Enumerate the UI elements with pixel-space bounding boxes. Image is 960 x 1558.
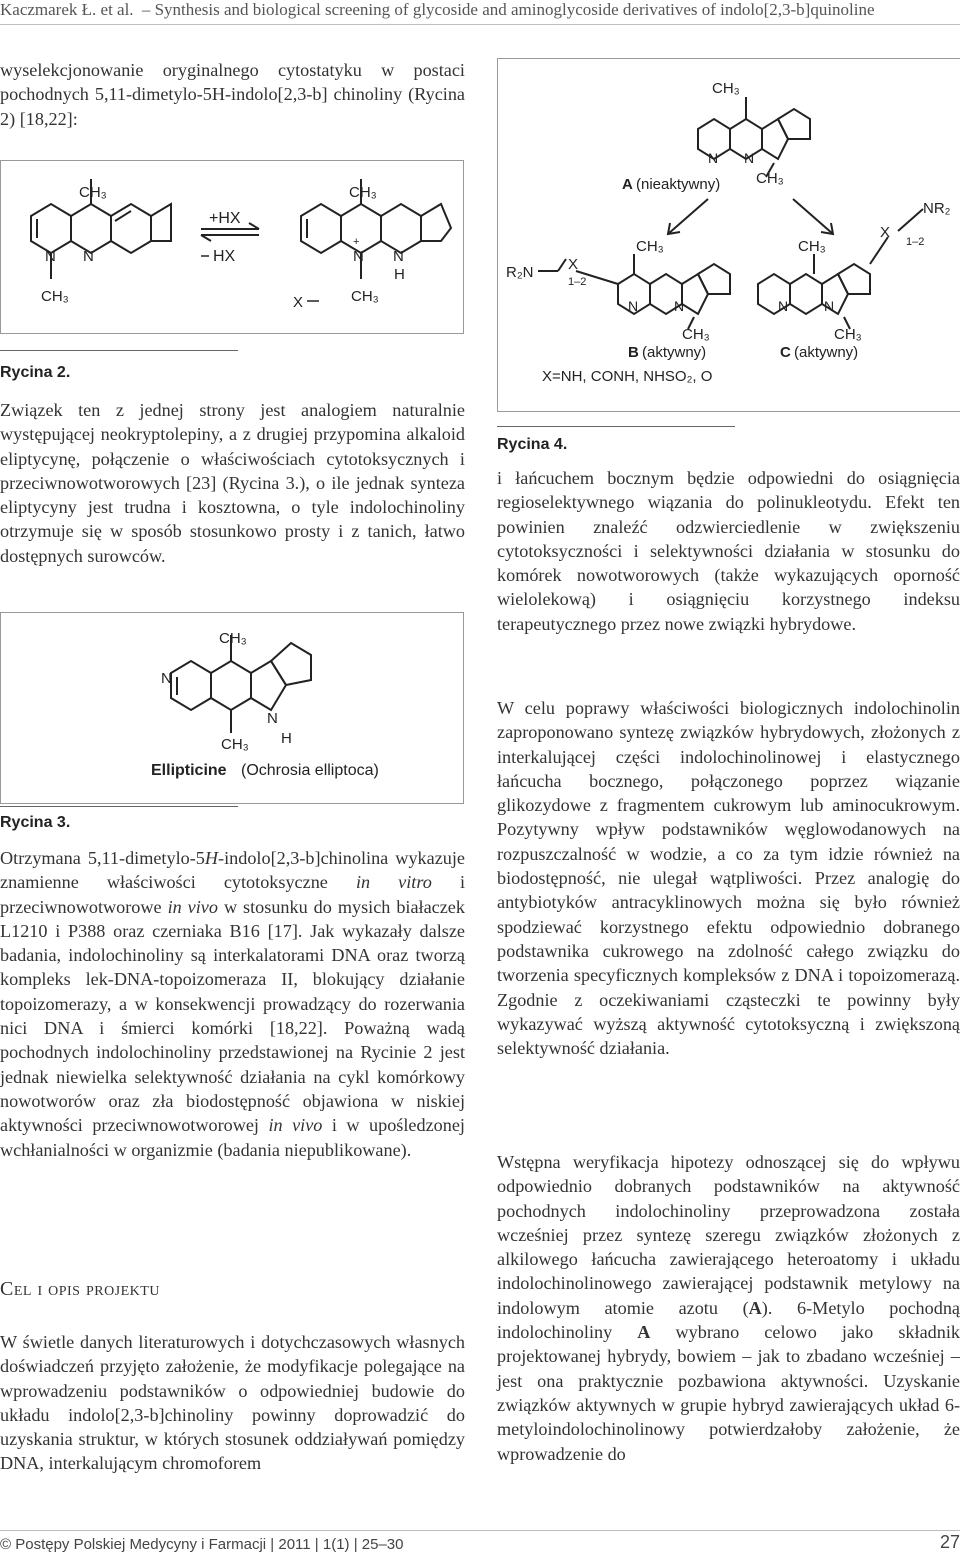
fig3-n-indole: N: [267, 710, 278, 727]
footer-divider: [0, 1530, 960, 1531]
fig3-h: H: [281, 730, 292, 747]
fig3-compound-source: (Ochrosia elliptoca): [241, 762, 379, 779]
fig4-label-c: C: [780, 344, 791, 361]
page-number: 27: [939, 1532, 960, 1552]
para2-b: -indolo[2,3-b]chinolina wykazuje znamienne właściwości cytotoksyczne: [0, 848, 465, 893]
figure-4-rule: [497, 426, 735, 427]
left-paragraph-1: Związek ten z jednej strony jest analogiem naturalnie występującej neokryptolepiny, a z drugiej przypomina alkaloid eliptycynę, połączenie o właściwościach cytotoksycznych i przeciwnowotworowych [23] (Rycina 3.), o ile jednak synteza eliptycyny jest trudna i kosztowna, o tyle indolochinoliny otrzymuje się w sposób stosunkowo prosty i z tanich, łatwo dostępnych surowców.: [0, 400, 465, 566]
intro-paragraph: wyselekcjonowanie oryginalnego cytostatyku w postaci pochodnych 5,11-dimetylo-5H-indolo[2,3-b] chinoliny (Rycina 2) [18,22]:: [0, 60, 465, 129]
fig4-a-ch3-bottom: CH₃: [756, 170, 784, 187]
fig2-n-left-1: N: [45, 248, 56, 265]
fig4-a-n2: N: [744, 150, 755, 166]
right-para-1-wrap: [497, 466, 960, 636]
left-column: [0, 58, 465, 131]
para2-a: Otrzymana 5,11-dimetylo-5: [0, 848, 205, 868]
figure-4-structure: [498, 59, 960, 411]
fig4-label-c-desc: (aktywny): [794, 344, 859, 361]
right-para-3-wrap: [497, 1150, 960, 1466]
fig4-label-b: B: [628, 344, 639, 361]
figure-3-rule: [0, 806, 238, 807]
fig4-label-b-desc: (aktywny): [642, 344, 707, 361]
figure-4-caption: Rycina 4.: [497, 436, 568, 453]
para2-in-vivo: in vivo: [167, 896, 218, 917]
fig2-ch3-top-right: CH₃: [349, 184, 377, 201]
fig2-n-left-2: N: [83, 248, 94, 265]
header-title: – Synthesis and biological screening of glycoside and aminoglycoside derivatives of indolo[2,3-b]quinoline: [141, 0, 875, 19]
figure-2-rule: [0, 350, 238, 351]
fig2-n-right-2: N: [393, 248, 404, 265]
para2-in-vitro: in vitro: [355, 872, 432, 893]
fig2-plus-hx: +HX: [209, 210, 241, 227]
left-paragraph-3: W świetle danych literaturowych i dotychczasowych własnych doświadczeń przyjęto założenie, że modyfikacje polegające na wprowadzeniu podstawników o odpowiedniej budowie do układu indolo[2,3-b]chinoliny powinny doprowadzić do uzyskania struktur, w których stosunek oddziaływań pomiędzy DNA, interkalującym chromoforem: [0, 1332, 465, 1474]
para3-a: Wstępna weryfikacja hipotezy odnoszącej się do wpływu odpowiednio dobranych podstawników na aktywność pochodnych indolochinoliny przeprowadzona została wcześniej przez syntezę szeregu związków złożonych z alkilowego łańcucha zawierającego heteroatomy i układu indolochinolinowego zawierającej podstawnik metylowy na indolowym atomie azotu (: [497, 1152, 960, 1318]
fig4-c-n2: N: [824, 298, 835, 314]
running-header: [0, 0, 960, 26]
section-heading: [0, 1278, 160, 1301]
fig4-r2n: R₂N: [506, 264, 534, 281]
fig2-plus-charge: +: [353, 236, 360, 248]
fig2-h-right: H: [394, 266, 405, 283]
fig4-b-n2: N: [674, 298, 685, 314]
fig4-c-ch3-top: CH₃: [798, 238, 826, 255]
fig4-x-definition: X=NH, CONH, NHSO₂, O: [542, 368, 713, 385]
fig4-c-x: X: [880, 224, 891, 241]
figure-3-box: [0, 612, 464, 804]
fig4-b-n1: N: [628, 298, 639, 314]
figure-3-structure: [1, 613, 463, 803]
section-heading-text: Cel i opis projektu: [0, 1278, 160, 1300]
fig4-c-n1: N: [778, 298, 789, 314]
fig3-compound-name: Ellipticine: [151, 762, 227, 779]
figure-4-box: [497, 58, 960, 412]
fig4-label-a: A: [622, 176, 633, 193]
header-divider: [0, 24, 960, 25]
fig2-n-right-1: N: [353, 248, 364, 265]
para2-c: i przeciwnowotworowe: [0, 872, 465, 917]
figure-2-structure: [1, 161, 463, 333]
fig4-c-range: 1–2: [906, 236, 925, 248]
fig4-b-range: 1–2: [568, 276, 587, 288]
para2-d: w stosunku do mysich białaczek L1210 i P388 oraz czerniaka B16 [17]. Jak wykazały dalsze badania, indolochinoliny są interkalatorami DNA oraz tworzą kompleks lek-DNA-topoizomeraza II, blokujący działanie topoizomerazy, a w konsekwencji prowadzący do rozerwania nici DNA i śmierci komórki [18,22]. Poważną wadą pochodnych indolochinoliny przedstawionej na Rycinie 2 jest jednak niewielka selektywność działania na cykl komórkowy nowotworów oraz zła biodostępność objawiona w niskiej aktywności przeciwnowotworowej: [0, 896, 465, 1136]
footer-journal: © Postępy Polskiej Medycyny i Farmacji | 2011 | 1(1) | 25–30: [0, 1536, 404, 1553]
left-para-1-wrap: [0, 398, 465, 568]
fig4-b-x: X: [568, 256, 579, 273]
right-paragraph-3: [497, 1150, 960, 1466]
header-authors: Kaczmarek Ł. et al.: [0, 0, 134, 19]
fig3-ch3-top: CH₃: [219, 630, 247, 647]
fig2-ch3-bottom-right: CH₃: [351, 288, 379, 305]
fig2-x-minus: X: [293, 294, 304, 311]
fig3-ch3-bottom: CH₃: [221, 736, 249, 753]
right-paragraph-1: i łańcuchem bocznym będzie odpowiedni do osiągnięcia regioselektywnego wiązania do polinukleotydu. Efekt ten powinien znaleźć odzwierciedlenie w zwiększeniu cytotoksyczności i selektywności działania w stosunku do komórek nowotworowych (także wykazujących oporność wielolekową) i osiągnięciu korzystnego indeksu terapeutycznego przez nowe związki hybrydowe.: [497, 468, 960, 634]
fig4-b-ch3-top: CH₃: [636, 238, 664, 255]
fig4-nr2: NR₂: [923, 200, 951, 217]
para2-in-vivo-2: in vivo: [268, 1115, 323, 1136]
figure-3-caption: Rycina 3.: [0, 814, 71, 831]
fig2-ch3-bottom-left: CH₃: [41, 288, 69, 305]
fig2-minus-hx: HX: [213, 248, 236, 265]
left-para-2-wrap: [0, 846, 465, 1162]
para2-e: i w upośledzonej wchłanialności w organizmie (badania niepublikowane).: [0, 1115, 465, 1160]
figure-2-box: [0, 160, 464, 334]
right-para-2-wrap: [497, 696, 960, 1060]
fig3-n-pyridine: N: [161, 670, 172, 687]
para3-bold-a2: A: [637, 1322, 651, 1343]
right-paragraph-2: W celu poprawy właściwości biologicznych indolochinolin zaproponowano syntezę związków hybrydowych, złożonych z interkalującej części indolochinolinowej i elastycznego łańcucha bocznego, połączonego poprzez wiązanie glikozydowe z fragmentem cukrowym lub aminocukrowym. Pozytywny wpływ podstawników węglowodanowych na rozpuszczalność w wodzie, a co za tym idzie również na biodostępność, nie ulegał wątpliwości. Przez analogię do antybiotyków antracyklinowych można się było również spodziewać korzystnego efektu odpowiednio dobranego podstawnika cukrowego na zdolność całego związku do tworzenia specyficznych kompleksów z DNA i topoizomerazą. Zgodnie z oczekiwaniami cząsteczki te powinny były wykazywać wyższą aktywność cytotoksyczną i zwiększoną selektywność działania.: [497, 698, 960, 1059]
para3-b: ). 6-Metylo pochodną indolochinoliny: [497, 1297, 960, 1343]
fig4-label-a-desc: (nieaktywny): [636, 176, 721, 193]
left-paragraph-2: [0, 846, 465, 1162]
para3-bold-a1: A: [748, 1297, 762, 1318]
fig4-b-ch3-bottom: CH₃: [682, 326, 710, 343]
fig4-c-ch3-bottom: CH₃: [834, 326, 862, 343]
left-para-3-wrap: [0, 1330, 465, 1476]
para2-h: H: [204, 848, 219, 868]
fig2-ch3-top-left: CH₃: [79, 184, 107, 201]
para3-c: wybrano celowo jako składnik projektowanej hybrydy, bowiem – jak to zbadano wcześniej – jest ona praktycznie pozbawiona aktywności. Uzyskanie związków aktywnych w grupie hybryd zawierających układ 6-metyloindolochinolinowy potwierdzałoby założenie, że wprowadzenie do: [497, 1322, 960, 1464]
figure-2-caption: Rycina 2.: [0, 364, 71, 381]
fig4-a-n1: N: [708, 150, 719, 166]
fig4-a-ch3-top: CH₃: [712, 80, 740, 97]
